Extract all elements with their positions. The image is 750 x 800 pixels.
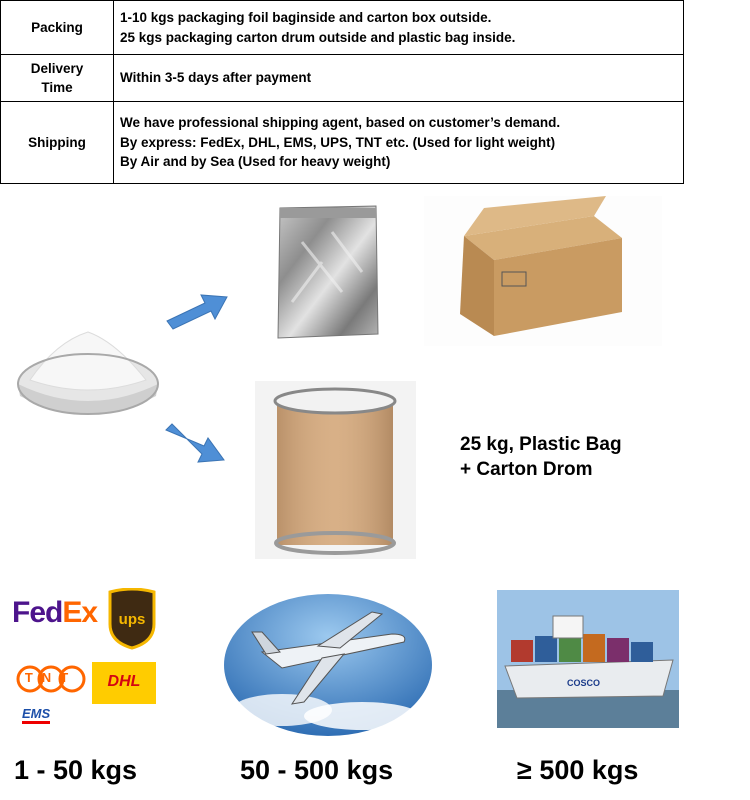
tnt-logo-text: TNT [24,670,78,685]
weight-range-light: 1 - 50 kgs [14,755,138,785]
courier-logos [8,588,170,728]
shipping-info-table [0,0,684,184]
fedex-logo: FedEx [12,596,98,629]
ems-logo: EMS [22,706,50,724]
cargo-ship-image [497,590,679,728]
row-value-delivery-time: Within 3-5 days after payment [114,55,684,102]
row-value-packing: 1-10 kgs packaging foil baginside and carton box outside. 25 kgs packaging carton drum outside and plastic bag inside. [114,1,684,55]
dhl-logo: DHL [92,662,156,704]
row-label-delivery-time: Delivery Time [1,55,114,102]
table-row [1,102,684,184]
airplane-image [222,592,434,738]
table-row [1,55,684,102]
ups-logo [106,588,158,650]
powder-dish-image [16,322,160,420]
row-value-shipping: We have professional shipping agent, based on customer’s demand. By express: FedEx, DHL, EMS, UPS, TNT etc. (Used for light weight) By Air and by Sea (Used for heavy weight) [114,102,684,184]
table-row [1,1,684,55]
weight-range-heavy: ≥ 500 kgs [517,755,639,785]
arrow-down-right-icon [162,420,232,464]
carton-box-image [424,196,662,346]
arrow-up-right-icon [163,287,233,331]
row-label-shipping: Shipping [1,102,114,184]
row-label-packing: Packing [1,1,114,55]
drum-caption: 25 kg, Plastic Bag + Carton Drom [460,434,622,480]
weight-range-medium: 50 - 500 kgs [240,755,394,785]
svg-text:COSCO: COSCO [567,678,601,688]
svg-text:ups: ups [118,611,146,628]
carton-drum-image [255,381,416,559]
foil-bag-image [272,202,384,342]
